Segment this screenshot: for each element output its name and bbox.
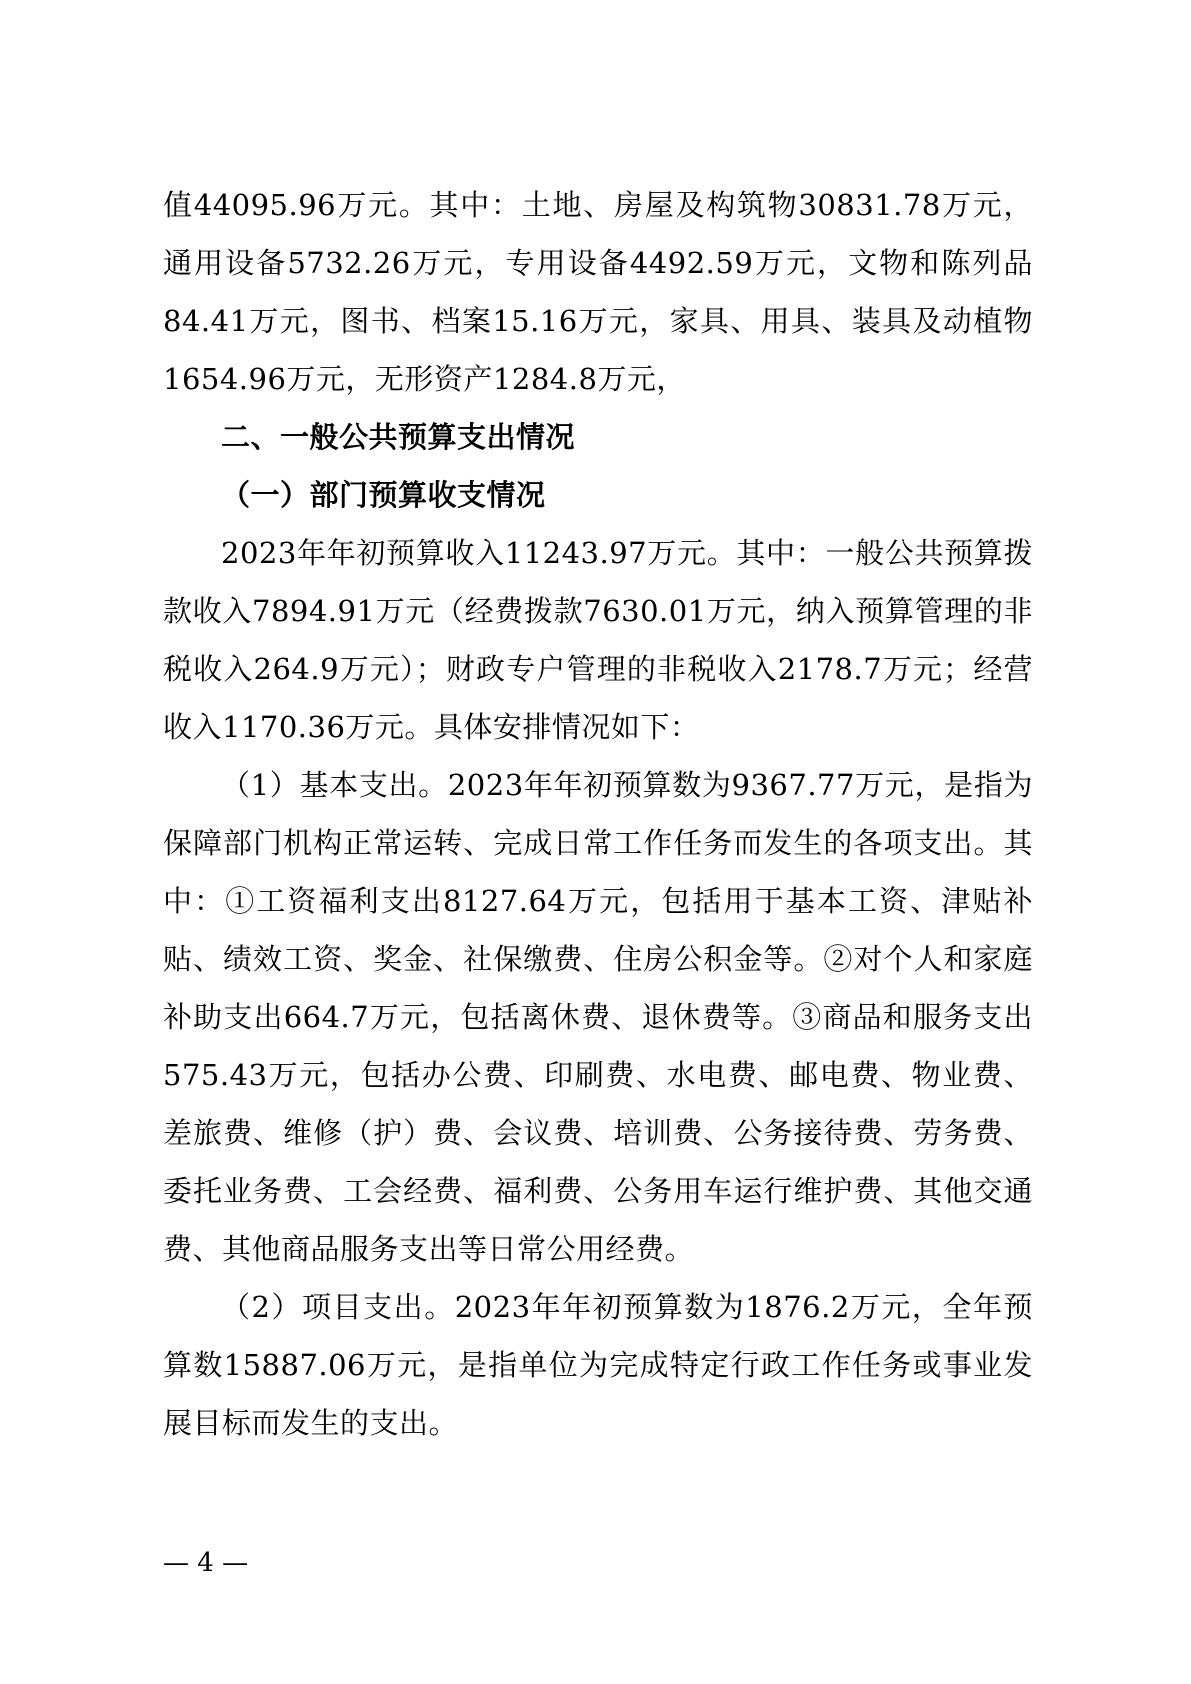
page-number: — 4 — <box>163 1548 249 1578</box>
paragraph-project-expenditure: （2）项目支出。2023年年初预算数为1876.2万元，全年预算数15887.06万元，是指单位为完成特定行政工作任务或事业发展目标而发生的支出。 <box>163 1290 1033 1440</box>
paragraph-budget-income: 2023年年初预算收入11243.97万元。其中：一般公共预算拨款收入7894.91万元（经费拨款7630.01万元，纳入预算管理的非税收入264.9万元）；财政专户管理的非税收入2178.7万元；经营收入1170.36万元。具体安排情况如下： <box>163 536 1033 744</box>
document-body <box>163 176 1033 1452</box>
paragraph-basic-expenditure: （1）基本支出。2023年年初预算数为9367.77万元，是指为保障部门机构正常运转、完成日常工作任务而发生的各项支出。其中：①工资福利支出8127.64万元，包括用于基本工资、津贴补贴、绩效工资、奖金、社保缴费、住房公积金等。②对个人和家庭补助支出664.7万元，包括离休费、退休费等。③商品和服务支出575.43万元，包括办公费、印刷费、水电费、邮电费、物业费、差旅费、维修（护）费、会议费、培训费、公务接待费、劳务费、委托业务费、工会经费、福利费、公务用车运行维护费、其他交通费、其他商品服务支出等日常公用经费。 <box>163 768 1033 1266</box>
section-heading-general-budget-expenditure: 二、一般公共预算支出情况 <box>221 420 576 454</box>
paragraph-asset-values: 值44095.96万元。其中：土地、房屋及构筑物30831.78万元，通用设备5732.26万元，专用设备4492.59万元，文物和陈列品84.41万元，图书、档案15.16万元，家具、用具、装具及动植物1654.96万元，无形资产1284.8万元， <box>163 188 1033 396</box>
subsection-heading-department-budget: （一）部门预算收支情况 <box>221 478 546 512</box>
